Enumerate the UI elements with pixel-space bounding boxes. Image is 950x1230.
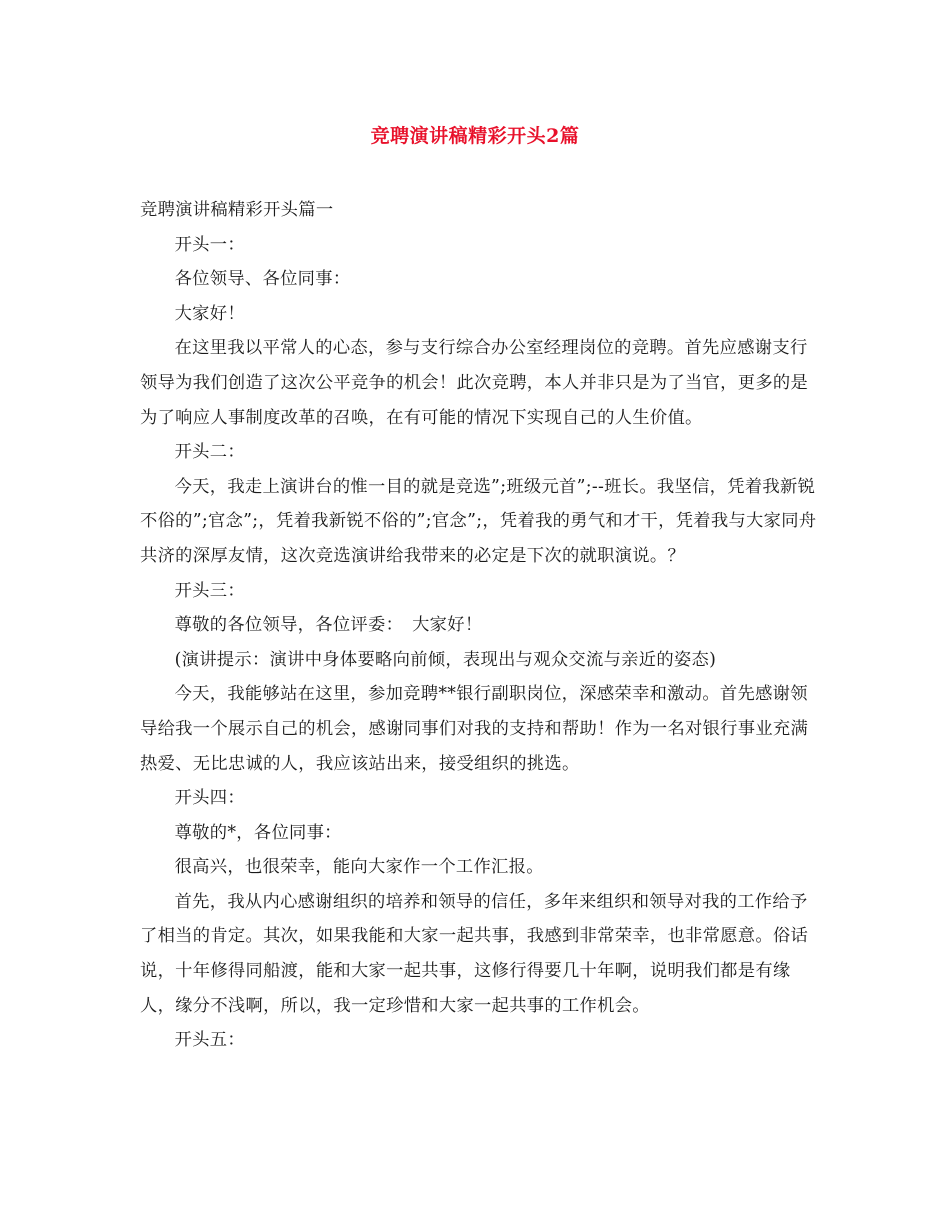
paragraph-body-3: 今天，我能够站在这里，参加竞聘**银行副职岗位，深感荣幸和激动。首先感谢领导给我一个展示自己的机会，感谢同事们对我的支持和帮助！作为一名对银行事业充满热爱、无比忠诚的人，我应该站出来，接受组织的挑选。 [140, 684, 809, 774]
paragraph-body-4: 首先，我从内心感谢组织的培养和领导的信任，多年来组织和领导对我的工作给予了相当的肯定。其次，如果我能和大家一起共事，我感到非常荣幸，也非常愿意。俗话说，十年修得同船渡，能和大家一起共事，这修行得要几十年啊，说明我们都是有缘人，缘分不浅啊，所以，我一定珍惜和大家一起共事的工作机会。 [140, 891, 809, 1016]
paragraph-speech-tip: (演讲提示：演讲中身体要略向前倾，表现出与观众交流与亲近的姿态) [174, 649, 717, 670]
heading-opening-4: 开头四： [174, 788, 245, 809]
paragraph-greeting-1: 大家好！ [174, 303, 245, 324]
paragraph-salutation-3: 尊敬的各位领导，各位评委： 大家好！ [174, 615, 483, 636]
paragraph-salutation-1: 各位领导、各位同事： [174, 269, 351, 290]
heading-opening-3: 开头三： [174, 580, 245, 601]
heading-opening-5: 开头五： [174, 1030, 245, 1051]
section-heading: 竞聘演讲稿精彩开头篇一 [140, 200, 334, 220]
paragraph-body-2: 今天，我走上演讲台的惟一目的就是竞选”;班级元首”;--班长。我坚信，凭着我新锐不俗的”;官念”;，凭着我新锐不俗的”;官念”;，凭着我的勇气和才干，凭着我与大家同舟共济的深厚友情，这次竞选演讲给我带来的必定是下次的就职演说。？ [140, 476, 817, 566]
paragraph-salutation-4: 尊敬的*，各位同事： [174, 822, 342, 843]
heading-opening-2: 开头二： [174, 442, 245, 463]
document-body [140, 193, 820, 1058]
paragraph-greeting-4: 很高兴，也很荣幸，能向大家作一个工作汇报。 [174, 857, 544, 878]
paragraph-body-1: 在这里我以平常人的心态，参与支行综合办公室经理岗位的竞聘。首先应感谢支行领导为我们创造了这次公平竞争的机会！此次竞聘，本人并非只是为了当官，更多的是为了响应人事制度改革的召唤，在有可能的情况下实现自己的人生价值。 [140, 338, 809, 428]
document-title: 竞聘演讲稿精彩开头2篇 [370, 125, 580, 147]
heading-opening-1: 开头一： [174, 234, 245, 255]
